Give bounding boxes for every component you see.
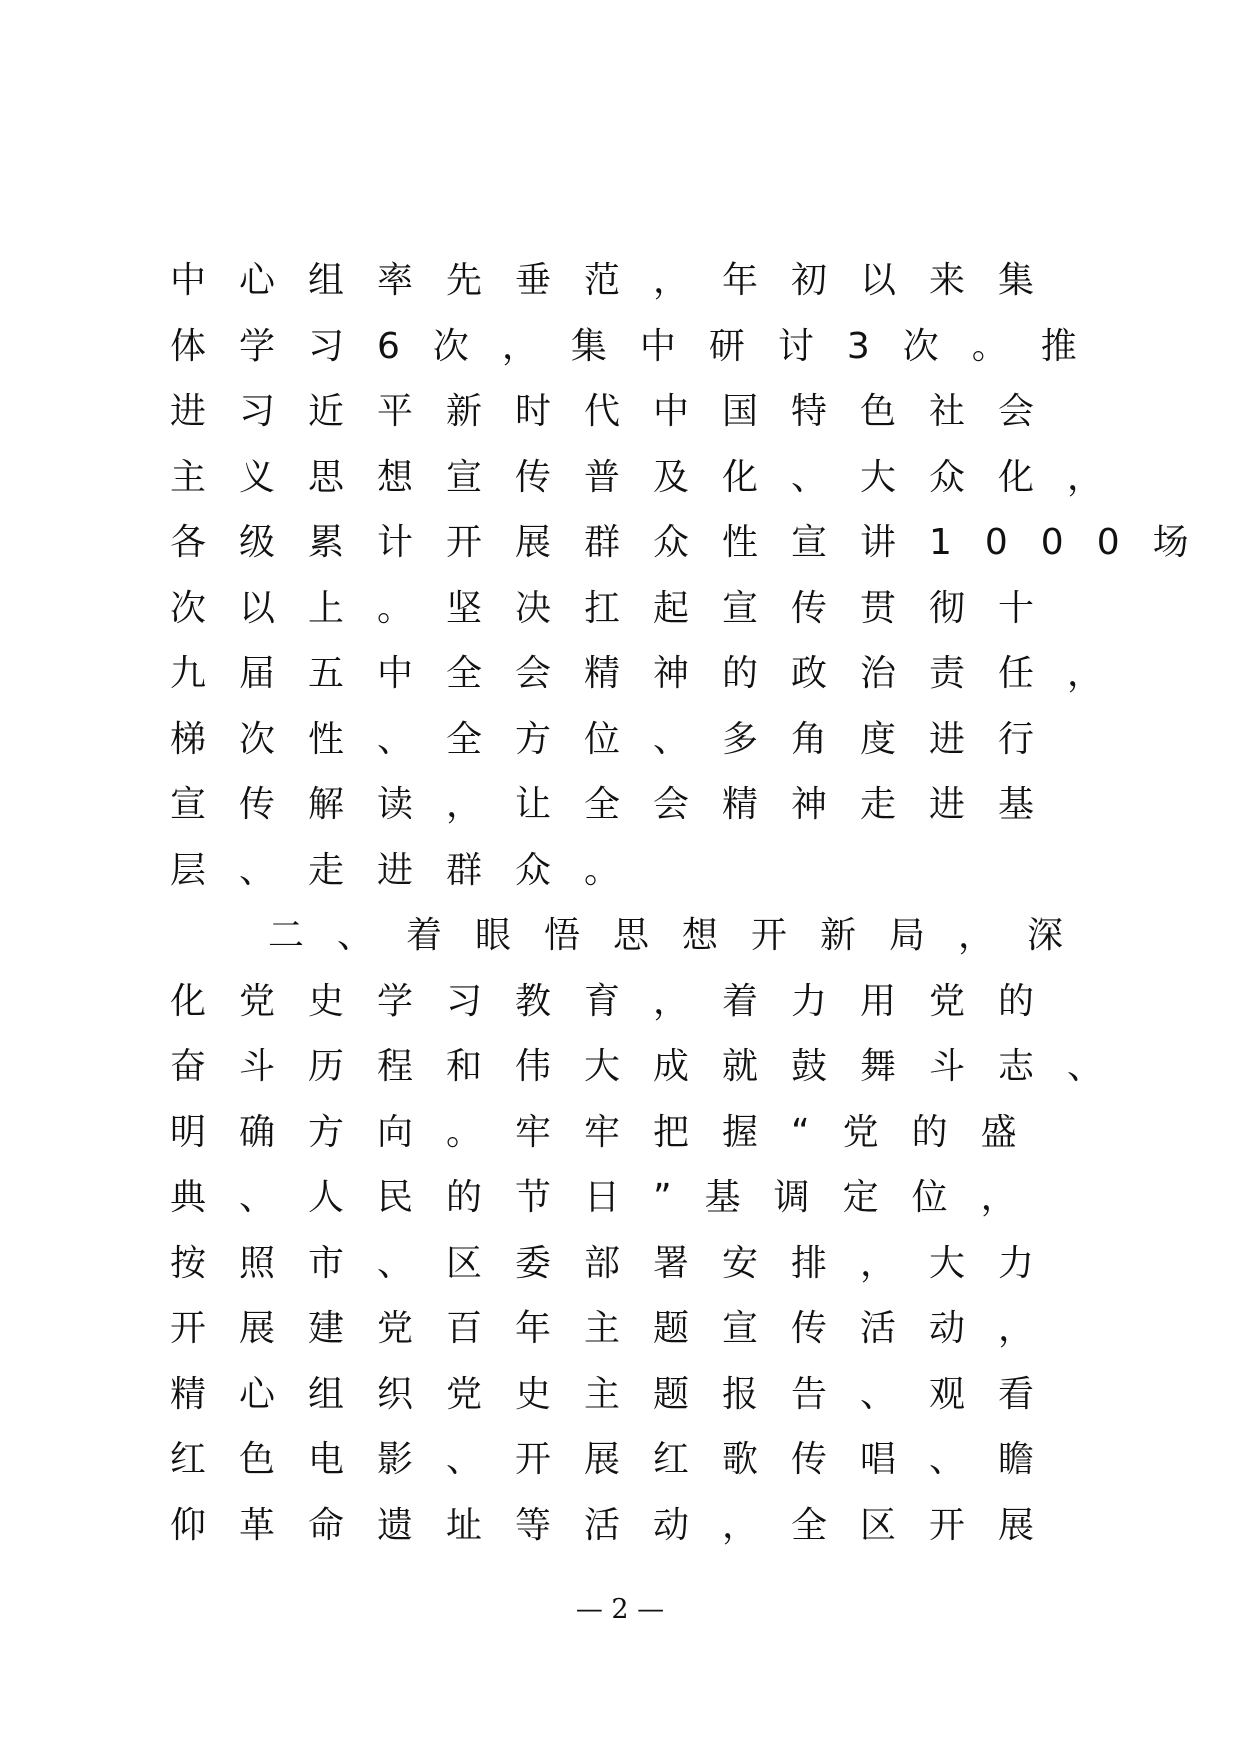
text-line: 精心组织党史主题报告、观看 [170, 1373, 1068, 1415]
text-line: 体学习6次，集中研讨3次。推 [170, 325, 1110, 367]
text-line: 主义思想宣传普及化、大众化， [170, 456, 1137, 498]
text-line: 宣传解读，让全会精神走进基 [170, 784, 1068, 825]
text-line: 开展建党百年主题宣传活动， [170, 1308, 1068, 1349]
text-line: 各级累计开展群众性宣讲1000场 [170, 522, 1222, 563]
text-line: 典、人民的节日”基调定位， [170, 1177, 1050, 1218]
section-heading-line: 二、着眼悟思想开新局，深 [268, 915, 1097, 956]
text-line: 次以上。坚决扛起宣传贯彻十 [170, 587, 1068, 629]
text-line: 按照市、区委部署安排，大力 [170, 1242, 1068, 1284]
text-line: 红色电影、开展红歌传唱、瞻 [170, 1439, 1068, 1480]
text-line: 九届五中全会精神的政治责任， [170, 653, 1137, 694]
body-text [170, 248, 1222, 1558]
text-line: 仰革命遗址等活动，全区开展 [170, 1504, 1068, 1546]
text-line: 梯次性、全方位、多角度进行 [170, 718, 1068, 760]
text-line: 奋斗历程和伟大成就鼓舞斗志、 [170, 1046, 1137, 1087]
text-line: 中心组率先垂范，年初以来集 [170, 260, 1068, 301]
text-line: 层、走进群众。 [170, 849, 654, 891]
text-line: 明确方向。牢牢把握“党的盛 [170, 1111, 1050, 1153]
text-line: 化党史学习教育，着力用党的 [170, 980, 1068, 1022]
page-number: — 2 — [575, 1594, 665, 1625]
text-line: 进习近平新时代中国特色社会 [170, 391, 1068, 432]
